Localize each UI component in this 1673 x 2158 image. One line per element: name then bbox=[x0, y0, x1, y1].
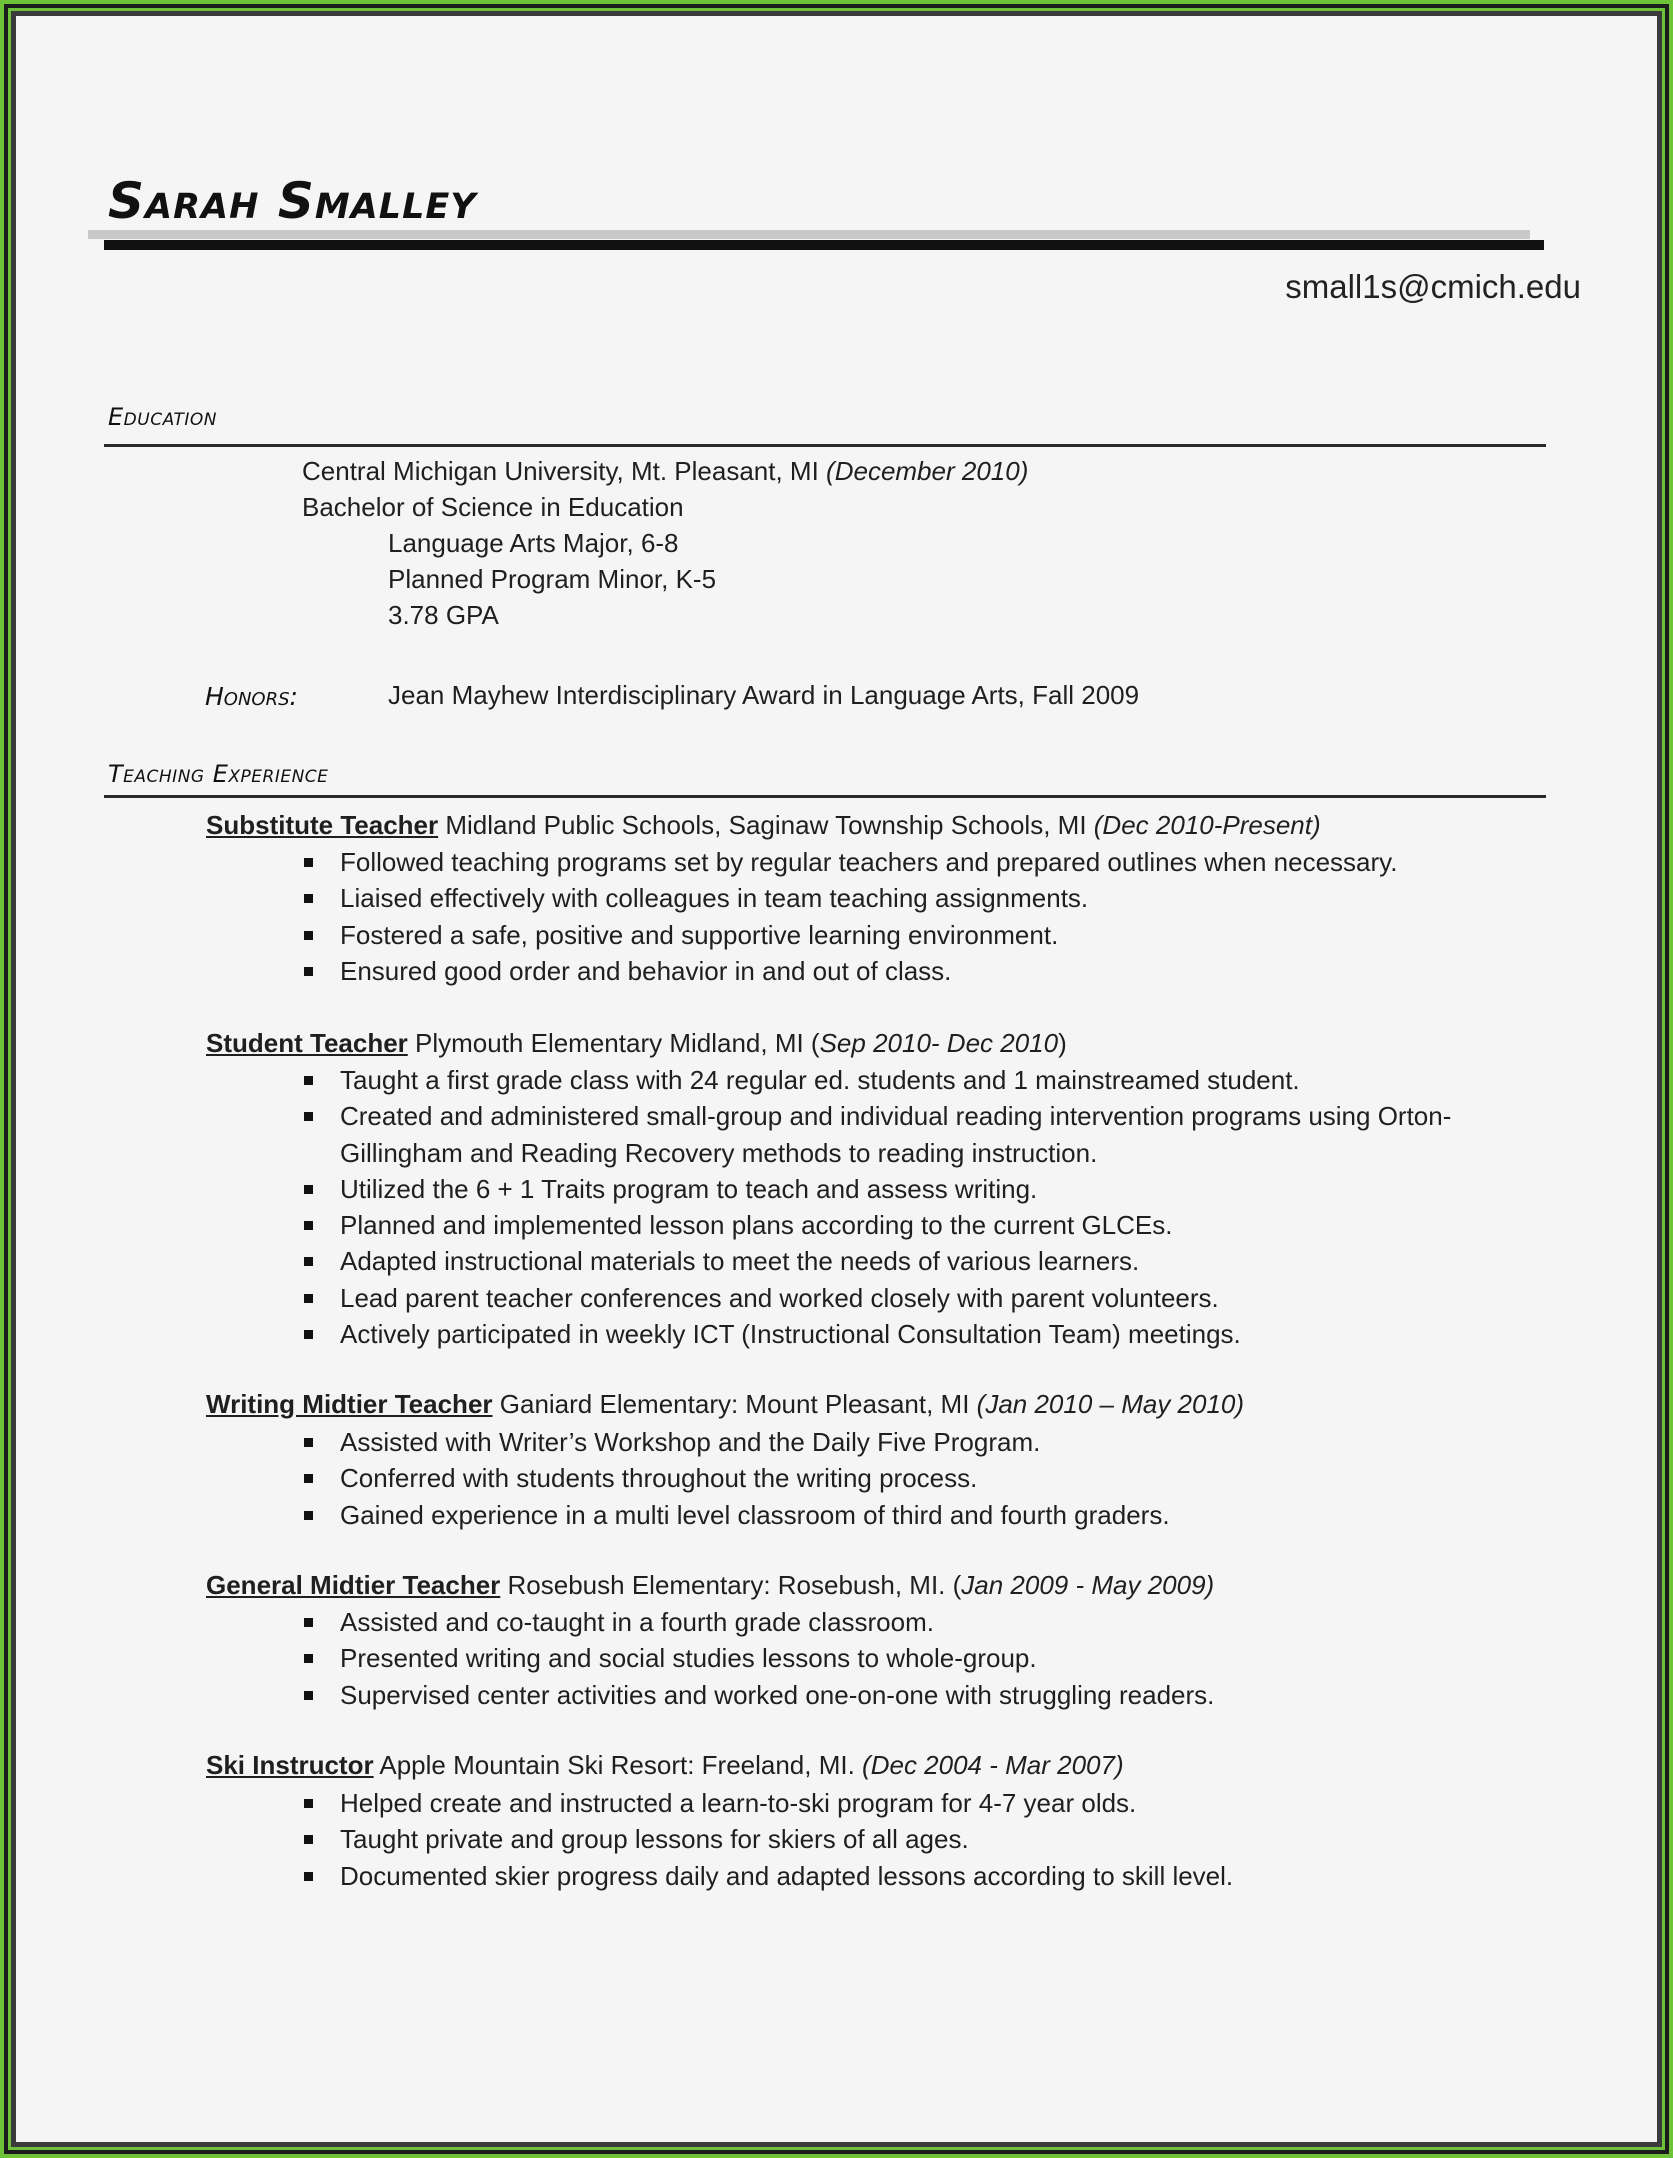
job-dates: (Dec 2010-Present) bbox=[1093, 810, 1321, 840]
bullet-text: Conferred with students throughout the writing process. bbox=[340, 1463, 978, 1494]
minor: Planned Program Minor, K-5 bbox=[388, 564, 717, 594]
bullet-icon bbox=[304, 1294, 313, 1303]
list-item-continuation bbox=[300, 1135, 1451, 1171]
list-item bbox=[300, 1677, 1214, 1713]
list-item bbox=[300, 1640, 1214, 1676]
bullet-text: Lead parent teacher conferences and worked closely with parent volunteers. bbox=[340, 1282, 1219, 1313]
major: Language Arts Major, 6-8 bbox=[388, 528, 679, 558]
list-item bbox=[300, 1821, 1233, 1857]
job-title: Ski Instructor bbox=[206, 1750, 374, 1780]
job-title: General Midtier Teacher bbox=[206, 1570, 501, 1600]
school-line bbox=[302, 456, 1028, 487]
bullet-icon bbox=[304, 1511, 313, 1520]
honors-text: Jean Mayhew Interdisciplinary Award in Language Arts, Fall 2009 bbox=[388, 680, 1140, 710]
bullet-icon bbox=[304, 1691, 313, 1700]
job-dates-suffix: ) bbox=[1058, 1028, 1067, 1058]
name-rule bbox=[104, 240, 1544, 250]
bullet-text: Gained experience in a multi level classroom of third and fourth graders. bbox=[340, 1499, 1170, 1530]
degree: Bachelor of Science in Education bbox=[302, 492, 684, 522]
name-rule-shadow bbox=[88, 230, 1530, 239]
job-heading bbox=[206, 810, 1321, 841]
bullet-icon bbox=[304, 1872, 313, 1881]
bullet-icon bbox=[304, 1835, 313, 1844]
bullet-text: Taught a first grade class with 24 regular ed. students and 1 mainstreamed student. bbox=[340, 1065, 1300, 1095]
education-heading: Education bbox=[108, 403, 217, 431]
job-title: Substitute Teacher bbox=[206, 810, 439, 840]
bullet-icon bbox=[304, 1257, 313, 1266]
job-title: Student Teacher bbox=[206, 1028, 408, 1058]
job-dates: Jan 2009 - May 2009) bbox=[961, 1570, 1215, 1600]
job-heading bbox=[206, 1570, 1214, 1601]
job-org: Rosebush Elementary: Rosebush, MI. ( bbox=[500, 1570, 962, 1600]
bullet-icon bbox=[304, 1438, 313, 1447]
bullet-text: Assisted and co-taught in a fourth grade classroom. bbox=[340, 1607, 934, 1637]
job-org: Apple Mountain Ski Resort: Freeland, MI. bbox=[373, 1750, 863, 1780]
job-dates: (Jan 2010 – May 2010) bbox=[976, 1389, 1245, 1419]
job-bullets bbox=[300, 1604, 1214, 1713]
job-bullets bbox=[300, 1424, 1170, 1533]
email-address[interactable]: small1s@cmich.edu bbox=[1285, 268, 1581, 305]
list-item bbox=[300, 953, 1397, 989]
bullet-text: Adapted instructional materials to meet the needs of various learners. bbox=[340, 1246, 1140, 1277]
bullet-icon bbox=[304, 931, 313, 940]
bullet-text: Planned and implemented lesson plans according to the current GLCEs. bbox=[340, 1210, 1173, 1241]
bullet-icon bbox=[304, 1474, 313, 1483]
list-item bbox=[300, 1280, 1451, 1316]
bullet-icon bbox=[304, 858, 313, 867]
list-item bbox=[300, 1604, 1214, 1640]
list-item bbox=[300, 844, 1397, 880]
list-item bbox=[300, 1460, 1170, 1496]
bullet-text: Gillingham and Reading Recovery methods to reading instruction. bbox=[340, 1137, 1098, 1168]
bullet-icon bbox=[304, 1618, 313, 1627]
bullet-text: Created and administered small-group and individual reading intervention programs using Orton- bbox=[340, 1101, 1452, 1132]
job-bullets bbox=[300, 1062, 1451, 1352]
list-item bbox=[300, 1098, 1451, 1134]
list-item bbox=[300, 917, 1397, 953]
job-dates: Sep 2010- Dec 2010 bbox=[819, 1028, 1059, 1058]
experience-heading: Teaching Experience bbox=[108, 760, 329, 788]
bullet-icon bbox=[304, 1185, 313, 1194]
bullet-icon bbox=[304, 894, 313, 903]
bullet-icon bbox=[304, 1112, 313, 1121]
school-date: (December 2010) bbox=[826, 456, 1029, 486]
school-name: Central Michigan University, Mt. Pleasant, MI bbox=[302, 456, 819, 486]
job-heading bbox=[206, 1389, 1244, 1420]
job-org: Ganiard Elementary: Mount Pleasant, MI bbox=[492, 1389, 977, 1419]
honors-label: Honors: bbox=[205, 682, 298, 711]
bullet-text: Fostered a safe, positive and supportive learning environment. bbox=[340, 919, 1059, 950]
resume-name: Sarah Smalley bbox=[108, 172, 477, 230]
list-item bbox=[300, 880, 1397, 916]
job-dates: (Dec 2004 - Mar 2007) bbox=[862, 1750, 1124, 1780]
bullet-icon bbox=[304, 1221, 313, 1230]
list-item bbox=[300, 1062, 1451, 1098]
list-item bbox=[300, 1207, 1451, 1243]
bullet-text: Ensured good order and behavior in and out of class. bbox=[340, 955, 952, 986]
bullet-icon bbox=[304, 1799, 313, 1808]
job-heading bbox=[206, 1028, 1067, 1059]
bullet-text: Followed teaching programs set by regular teachers and prepared outlines when necessary. bbox=[340, 847, 1398, 877]
list-item bbox=[300, 1171, 1451, 1207]
job-org: Midland Public Schools, Saginaw Township Schools, MI bbox=[438, 810, 1094, 840]
job-bullets bbox=[300, 844, 1397, 989]
bullet-text: Taught private and group lessons for skiers of all ages. bbox=[340, 1824, 969, 1855]
bullet-text: Assisted with Writer’s Workshop and the Daily Five Program. bbox=[340, 1427, 1041, 1457]
job-title: Writing Midtier Teacher bbox=[206, 1389, 493, 1419]
list-item bbox=[300, 1858, 1233, 1894]
bullet-text: Actively participated in weekly ICT (Instructional Consultation Team) meetings. bbox=[340, 1319, 1241, 1350]
job-bullets bbox=[300, 1785, 1233, 1894]
bullet-icon bbox=[304, 967, 313, 976]
bullet-icon bbox=[304, 1654, 313, 1663]
list-item bbox=[300, 1785, 1233, 1821]
education-rule bbox=[104, 444, 1546, 447]
bullet-text: Utilized the 6 + 1 Traits program to teach and assess writing. bbox=[340, 1173, 1038, 1204]
bullet-text: Presented writing and social studies lessons to whole-group. bbox=[340, 1643, 1037, 1674]
bullet-icon bbox=[304, 1076, 313, 1085]
list-item bbox=[300, 1316, 1451, 1352]
list-item bbox=[300, 1497, 1170, 1533]
bullet-text: Helped create and instructed a learn-to-ski program for 4-7 year olds. bbox=[340, 1788, 1137, 1818]
bullet-text: Supervised center activities and worked one-on-one with struggling readers. bbox=[340, 1679, 1215, 1710]
job-heading bbox=[206, 1750, 1124, 1781]
bullet-text: Liaised effectively with colleagues in team teaching assignments. bbox=[340, 883, 1089, 914]
list-item bbox=[300, 1424, 1170, 1460]
gpa: 3.78 GPA bbox=[388, 600, 499, 630]
list-item bbox=[300, 1243, 1451, 1279]
bullet-text: Documented skier progress daily and adapted lessons according to skill level. bbox=[340, 1860, 1234, 1891]
experience-rule bbox=[104, 795, 1546, 798]
bullet-icon bbox=[304, 1330, 313, 1339]
job-org: Plymouth Elementary Midland, MI ( bbox=[407, 1028, 820, 1058]
